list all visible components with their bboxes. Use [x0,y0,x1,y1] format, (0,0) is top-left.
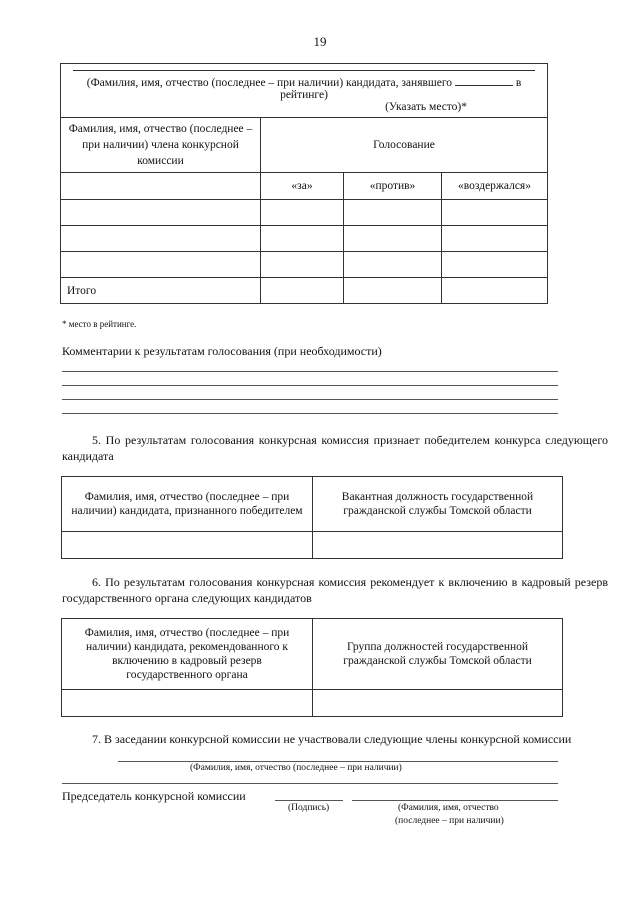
table-cell[interactable] [261,226,344,252]
voting-column-header: Голосование [261,118,548,173]
table-cell[interactable] [61,200,261,226]
table-cell[interactable] [313,532,563,559]
winner-name-header: Фамилия, имя, отчество (последнее – при наличии) кандидата, признанного победителем [62,477,313,532]
table-row [61,252,548,278]
name-hint-line2: (последнее – при наличии) [395,816,504,826]
rating-footnote: * место в рейтинге. [62,319,137,329]
comments-title: Комментарии к результатам голосования (при необходимости) [62,344,382,358]
chairman-name-line[interactable] [352,800,558,801]
vote-abstain-header: «воздержался» [442,173,548,200]
section-6-text: 6. По результатам голосования конкурсная комиссия рекомендует к включению в кадровый резерв государственного органа следующих кандидатов [62,575,608,605]
table-cell[interactable] [313,690,563,717]
table-cell[interactable] [344,278,442,304]
table-cell[interactable] [442,252,548,278]
position-group-header: Группа должностей государственной гражданской службы Томской области [313,619,563,690]
rating-place-blank[interactable] [455,76,513,86]
table-cell[interactable] [344,226,442,252]
table-cell[interactable] [61,252,261,278]
comment-line[interactable] [62,413,558,414]
member-column-header: Фамилия, имя, отчество (последнее – при наличии) члена конкурсной комиссии [61,118,261,173]
table-cell[interactable] [261,278,344,304]
comment-line[interactable] [62,399,558,400]
vacant-position-header: Вакантная должность государственной гражданской службы Томской области [313,477,563,532]
table-row [62,690,563,717]
signature-hint: (Подпись) [288,803,330,813]
total-row [61,278,548,304]
vote-against-header: «против» [344,173,442,200]
table-cell[interactable] [61,173,261,200]
table-cell[interactable] [261,200,344,226]
table-cell[interactable] [62,532,313,559]
winner-table [61,476,563,559]
table-row [61,200,548,226]
section-7-text: 7. В заседании конкурсной комиссии не участвовали следующие члены конкурсной комиссии [92,732,572,746]
comment-line[interactable] [62,385,558,386]
chairman-label: Председатель конкурсной комиссии [62,789,246,803]
section-5-text: 5. По результатам голосования конкурсная комиссия признает победителем конкурса следующего кандидата [62,433,608,463]
total-label: Итого [61,278,261,304]
table-cell[interactable] [344,200,442,226]
reserve-candidate-header: Фамилия, имя, отчество (последнее – при наличии) кандидата, рекомендованного к включению в кадровый резерв государственного органа [62,619,313,690]
candidate-caption-cell [61,64,548,118]
voting-table [60,63,548,304]
table-row [62,532,563,559]
signature-line[interactable] [275,800,343,801]
candidate-name-line[interactable] [73,70,535,71]
rating-place-hint: (Указать место)* [385,101,468,113]
comment-line[interactable] [62,371,558,372]
table-cell[interactable] [442,226,548,252]
table-cell[interactable] [344,252,442,278]
table-cell[interactable] [442,278,548,304]
absent-members-hint: (Фамилия, имя, отчество (последнее – при наличии) [190,763,402,773]
candidate-caption-text: (Фамилия, имя, отчество (последнее – при наличии) кандидата, занявшего [86,77,453,89]
absent-members-line[interactable] [118,761,558,762]
table-row [61,226,548,252]
page-number: 19 [313,34,327,49]
absent-members-line-2[interactable] [62,783,558,784]
vote-for-header: «за» [261,173,344,200]
table-cell[interactable] [61,226,261,252]
table-cell[interactable] [62,690,313,717]
candidate-caption-tail: в рейтинге) [280,77,522,101]
table-cell[interactable] [261,252,344,278]
table-cell[interactable] [442,200,548,226]
name-hint-line1: (Фамилия, имя, отчество [398,803,499,813]
reserve-table [61,618,563,717]
